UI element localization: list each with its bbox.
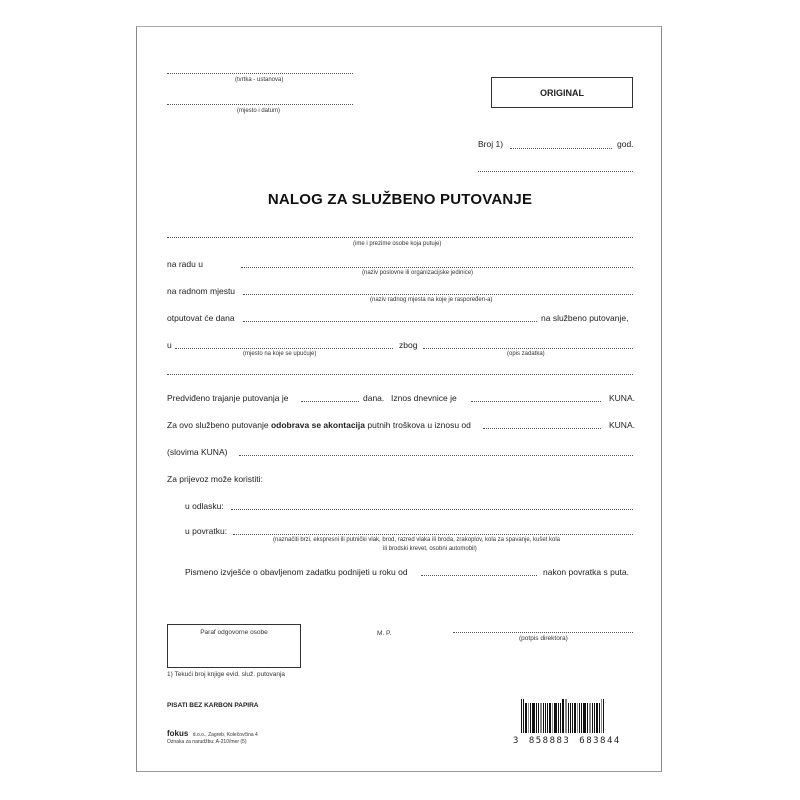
barcode-bar xyxy=(594,703,595,733)
page-title: NALOG ZA SLUŽBENO PUTOVANJE xyxy=(267,191,533,208)
company-caption: (tvrtka - ustanova) xyxy=(235,77,284,83)
barcode-bar xyxy=(592,703,593,733)
words-label: (slovima KUNA) xyxy=(167,447,228,457)
initials-box-label: Paraf odgovorne osobe xyxy=(200,629,268,636)
reason-extra-field[interactable] xyxy=(167,374,633,375)
barcode-bar xyxy=(543,703,544,733)
year-field[interactable] xyxy=(478,171,633,172)
barcode-bar xyxy=(565,699,567,733)
person-caption: (ime i prezime osobe koja putuje) xyxy=(353,241,442,247)
original-label: ORIGINAL xyxy=(540,87,584,98)
barcode-bar xyxy=(538,703,539,733)
barcode xyxy=(521,699,605,733)
advance-bold: odobrava se akontacija xyxy=(270,420,365,430)
place-date-field[interactable] xyxy=(167,104,353,105)
barcode-bar xyxy=(558,703,559,733)
barcode-bar xyxy=(521,699,522,733)
place-date-caption: (mjesto i datum) xyxy=(237,108,281,114)
barcode-bar xyxy=(587,703,588,733)
departure-suffix: na službeno putovanje, xyxy=(541,313,629,323)
report-suffix: nakon povratka s puta. xyxy=(543,567,630,577)
barcode-bar xyxy=(599,703,600,733)
barcode-bar xyxy=(579,703,580,733)
barcode-bar xyxy=(528,703,529,733)
transport-caption-1: (naznačiti brzi, ekspresni ili putnički vlak, brod, razred vlaka ili broda, zrakoplov, kola za spavanje, kušet kola xyxy=(273,537,561,543)
transport-caption-2: ili brodski krevet, osobni automobil) xyxy=(383,546,477,552)
allowance-label: Iznos dnevnice je xyxy=(391,393,457,403)
barcode-bar xyxy=(577,703,578,733)
barcode-bar xyxy=(574,703,576,733)
signature-caption: (potpis direktora) xyxy=(519,635,568,642)
barcode-bar xyxy=(549,703,551,733)
allowance-field[interactable] xyxy=(471,401,601,402)
barcode-bar xyxy=(525,703,527,733)
outbound-field[interactable] xyxy=(231,509,633,510)
barcode-bar xyxy=(583,703,586,733)
barcode-left-digits: 858883 xyxy=(528,736,571,746)
publisher-address: d.o.o., Zagreb, Kolečovčina 4 xyxy=(192,732,258,738)
barcode-bar xyxy=(536,703,537,733)
barcode-bar xyxy=(547,703,548,733)
barcode-bar xyxy=(589,703,591,733)
transport-label: Za prijevoz može koristiti: xyxy=(167,474,263,484)
report-deadline-field[interactable] xyxy=(421,575,537,576)
publisher-line xyxy=(167,727,258,739)
form-page xyxy=(136,26,662,772)
work-at-field[interactable] xyxy=(241,267,633,268)
currency-label-1: KUNA. xyxy=(609,393,635,403)
person-field[interactable] xyxy=(167,237,633,238)
barcode-bar xyxy=(560,703,561,733)
company-field[interactable] xyxy=(167,73,353,74)
days-label: dana. xyxy=(363,393,385,403)
barcode-bar xyxy=(523,699,524,733)
reason-caption: (opis zadatka) xyxy=(507,351,545,357)
initials-box[interactable] xyxy=(167,624,301,668)
barcode-bar xyxy=(545,703,546,733)
barcode-bar xyxy=(562,699,564,733)
duration-label: Predviđeno trajanje putovanja je xyxy=(167,393,289,403)
barcode-first-digit: 3 xyxy=(513,736,520,746)
return-label: u povratku: xyxy=(185,526,228,536)
barcode-right-digits: 683844 xyxy=(579,736,621,746)
barcode-bar xyxy=(532,703,535,733)
barcode-bar xyxy=(601,699,602,733)
destination-field[interactable] xyxy=(175,348,393,349)
outbound-label: u odlasku: xyxy=(185,501,224,511)
number-field[interactable] xyxy=(510,148,612,149)
barcode-bar xyxy=(596,703,598,733)
currency-label-2: KUNA. xyxy=(609,420,635,430)
reason-label: zbog xyxy=(399,340,418,350)
footnote: 1) Tekući broj knjige evid. služ. putovanja xyxy=(167,671,286,678)
advance-text xyxy=(167,420,471,430)
destination-caption: (mjesto na koje se upućuje) xyxy=(243,351,317,357)
year-label: god. xyxy=(617,139,634,149)
barcode-digits xyxy=(513,736,621,746)
report-label: Pismeno izvješće o obavljenom zadatku podnijeti u roku od xyxy=(185,567,408,577)
position-label: na radnom mjestu xyxy=(167,286,236,296)
advance-amount-field[interactable] xyxy=(483,428,601,429)
signature-field[interactable] xyxy=(453,632,633,633)
barcode-bar xyxy=(540,703,542,733)
original-box xyxy=(491,77,633,108)
carbon-note: PISATI BEZ KARBON PAPIRA xyxy=(167,702,259,709)
departure-date-field[interactable] xyxy=(243,321,537,322)
number-label: Broj 1) xyxy=(478,139,504,149)
barcode-bar xyxy=(581,703,582,733)
barcode-bar xyxy=(552,703,553,733)
position-caption: (naziv radnog mjesta na koje je raspoređen-a) xyxy=(370,297,493,303)
to-label: u xyxy=(167,340,172,350)
duration-field[interactable] xyxy=(301,401,359,402)
barcode-bar xyxy=(570,703,571,733)
reason-field[interactable] xyxy=(423,348,633,349)
barcode-bar xyxy=(554,703,557,733)
words-field[interactable] xyxy=(239,455,633,456)
work-at-caption: (naziv poslovne ili organizacijske jedinice) xyxy=(362,270,474,276)
brand-logo: fokus xyxy=(167,729,189,738)
barcode-bar xyxy=(530,703,531,733)
barcode-bar xyxy=(568,703,569,733)
barcode-bar xyxy=(572,703,573,733)
order-code: Oznaka za narudžbu: A-210/mer (5) xyxy=(167,739,247,745)
position-field[interactable] xyxy=(243,294,633,295)
return-field[interactable] xyxy=(233,534,633,535)
barcode-bar xyxy=(603,699,604,733)
departure-label: otputovat će dana xyxy=(167,313,235,323)
advance-prefix: Za ovo službeno putovanje xyxy=(167,420,269,430)
work-at-label: na radu u xyxy=(167,259,203,269)
stamp-label: M. P. xyxy=(377,630,392,637)
advance-suffix: putnih troškova u iznosu od xyxy=(367,420,471,430)
